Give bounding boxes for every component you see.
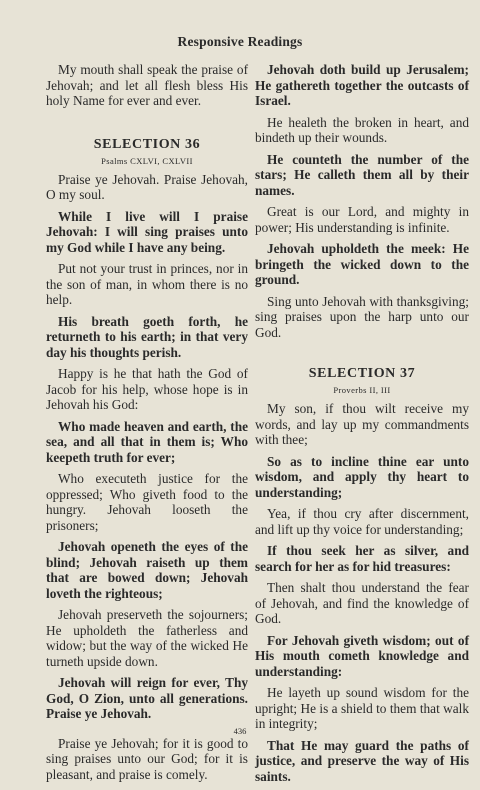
leader-reading: Sing unto Jehovah with thanksgiving; sing praises upon the harp unto our God. [255, 293, 469, 340]
congregation-response: For Jehovah giveth wisdom; out of His mouth cometh knowledge and understanding: [255, 632, 469, 679]
leader-reading: He layeth up sound wisdom for the upright; He is a shield to them that walk in integrity; [255, 685, 469, 731]
scripture-reference: Proverbs II, III [333, 385, 391, 395]
leader-reading: Praise ye Jehovah. Praise Jehovah, O my soul. [46, 171, 248, 202]
congregation-response: Jehovah upholdeth the meek: He bringeth the wicked down to the ground. [255, 241, 469, 287]
leader-reading: Put not your trust in princes, nor in the son of man, in whom there is no help. [46, 261, 248, 307]
congregation-response: Jehovah openeth the eyes of the blind; Jehovah raiseth up them that are bowed down; Jehovah loveth the righteous; [46, 539, 248, 601]
congregation-response: He counteth the number of the stars; He calleth them all by their names. [255, 151, 469, 198]
leader-reading: Who executeth justice for the oppressed; Who giveth food to the hungry. Jehovah looseth the prisoners; [46, 471, 248, 533]
leader-reading: He healeth the broken in heart, and bindeth up their wounds. [255, 114, 469, 145]
leader-reading: Then shalt thou understand the fear of Jehovah, and find the knowledge of God. [255, 580, 469, 626]
leader-reading: Jehovah preserveth the sojourners; He upholdeth the fatherless and widow; but the way of the wicked He turneth upside down. [46, 607, 248, 669]
congregation-response: Who made heaven and earth, the sea, and all that in them is; Who keepeth truth for ever; [46, 418, 248, 465]
right-column [255, 62, 469, 790]
congregation-response: So as to incline thine ear unto wisdom, and apply thy heart to understanding; [255, 453, 469, 500]
selection-heading: SELECTION 36 [93, 136, 201, 152]
page-number: 436 [233, 726, 247, 736]
leader-reading: My mouth shall speak the praise of Jehovah; and let all flesh bless His holy Name for ever and ever. [46, 62, 248, 108]
congregation-response: His breath goeth forth, he returneth to his earth; in that very day his thoughts perish. [46, 313, 248, 360]
leader-reading: Happy is he that hath the God of Jacob for his help, whose hope is in Jehovah his God: [46, 366, 248, 412]
congregation-response: Jehovah doth build up Jerusalem; He gathereth together the outcasts of Israel. [255, 62, 469, 108]
congregation-response: That He may guard the paths of justice, and preserve the way of His saints. [255, 737, 469, 784]
scripture-reference: Psalms CXLVI, CXLVII [101, 155, 193, 166]
leader-reading: Great is our Lord, and mighty in power; His understanding is infinite. [255, 204, 469, 235]
left-column [46, 62, 248, 788]
congregation-response: While I live will I praise Jehovah: I will sing praises unto my God while I have any being. [46, 208, 248, 255]
leader-reading: Praise ye Jehovah; for it is good to sing praises unto our God; for it is pleasant, and praise is comely. [46, 735, 248, 782]
congregation-response: If thou seek her as silver, and search for her as for hid treasures: [255, 543, 469, 574]
running-header: Responsive Readings [177, 34, 303, 49]
leader-reading: Yea, if thou cry after discernment, and lift up thy voice for understanding; [255, 506, 469, 537]
selection-heading: SELECTION 37 [308, 366, 416, 381]
congregation-response: Jehovah will reign for ever, Thy God, O Zion, unto all generations. Praise ye Jehovah. [46, 675, 248, 721]
leader-reading: My son, if thou wilt receive my words, and lay up my commandments with thee; [255, 401, 469, 447]
